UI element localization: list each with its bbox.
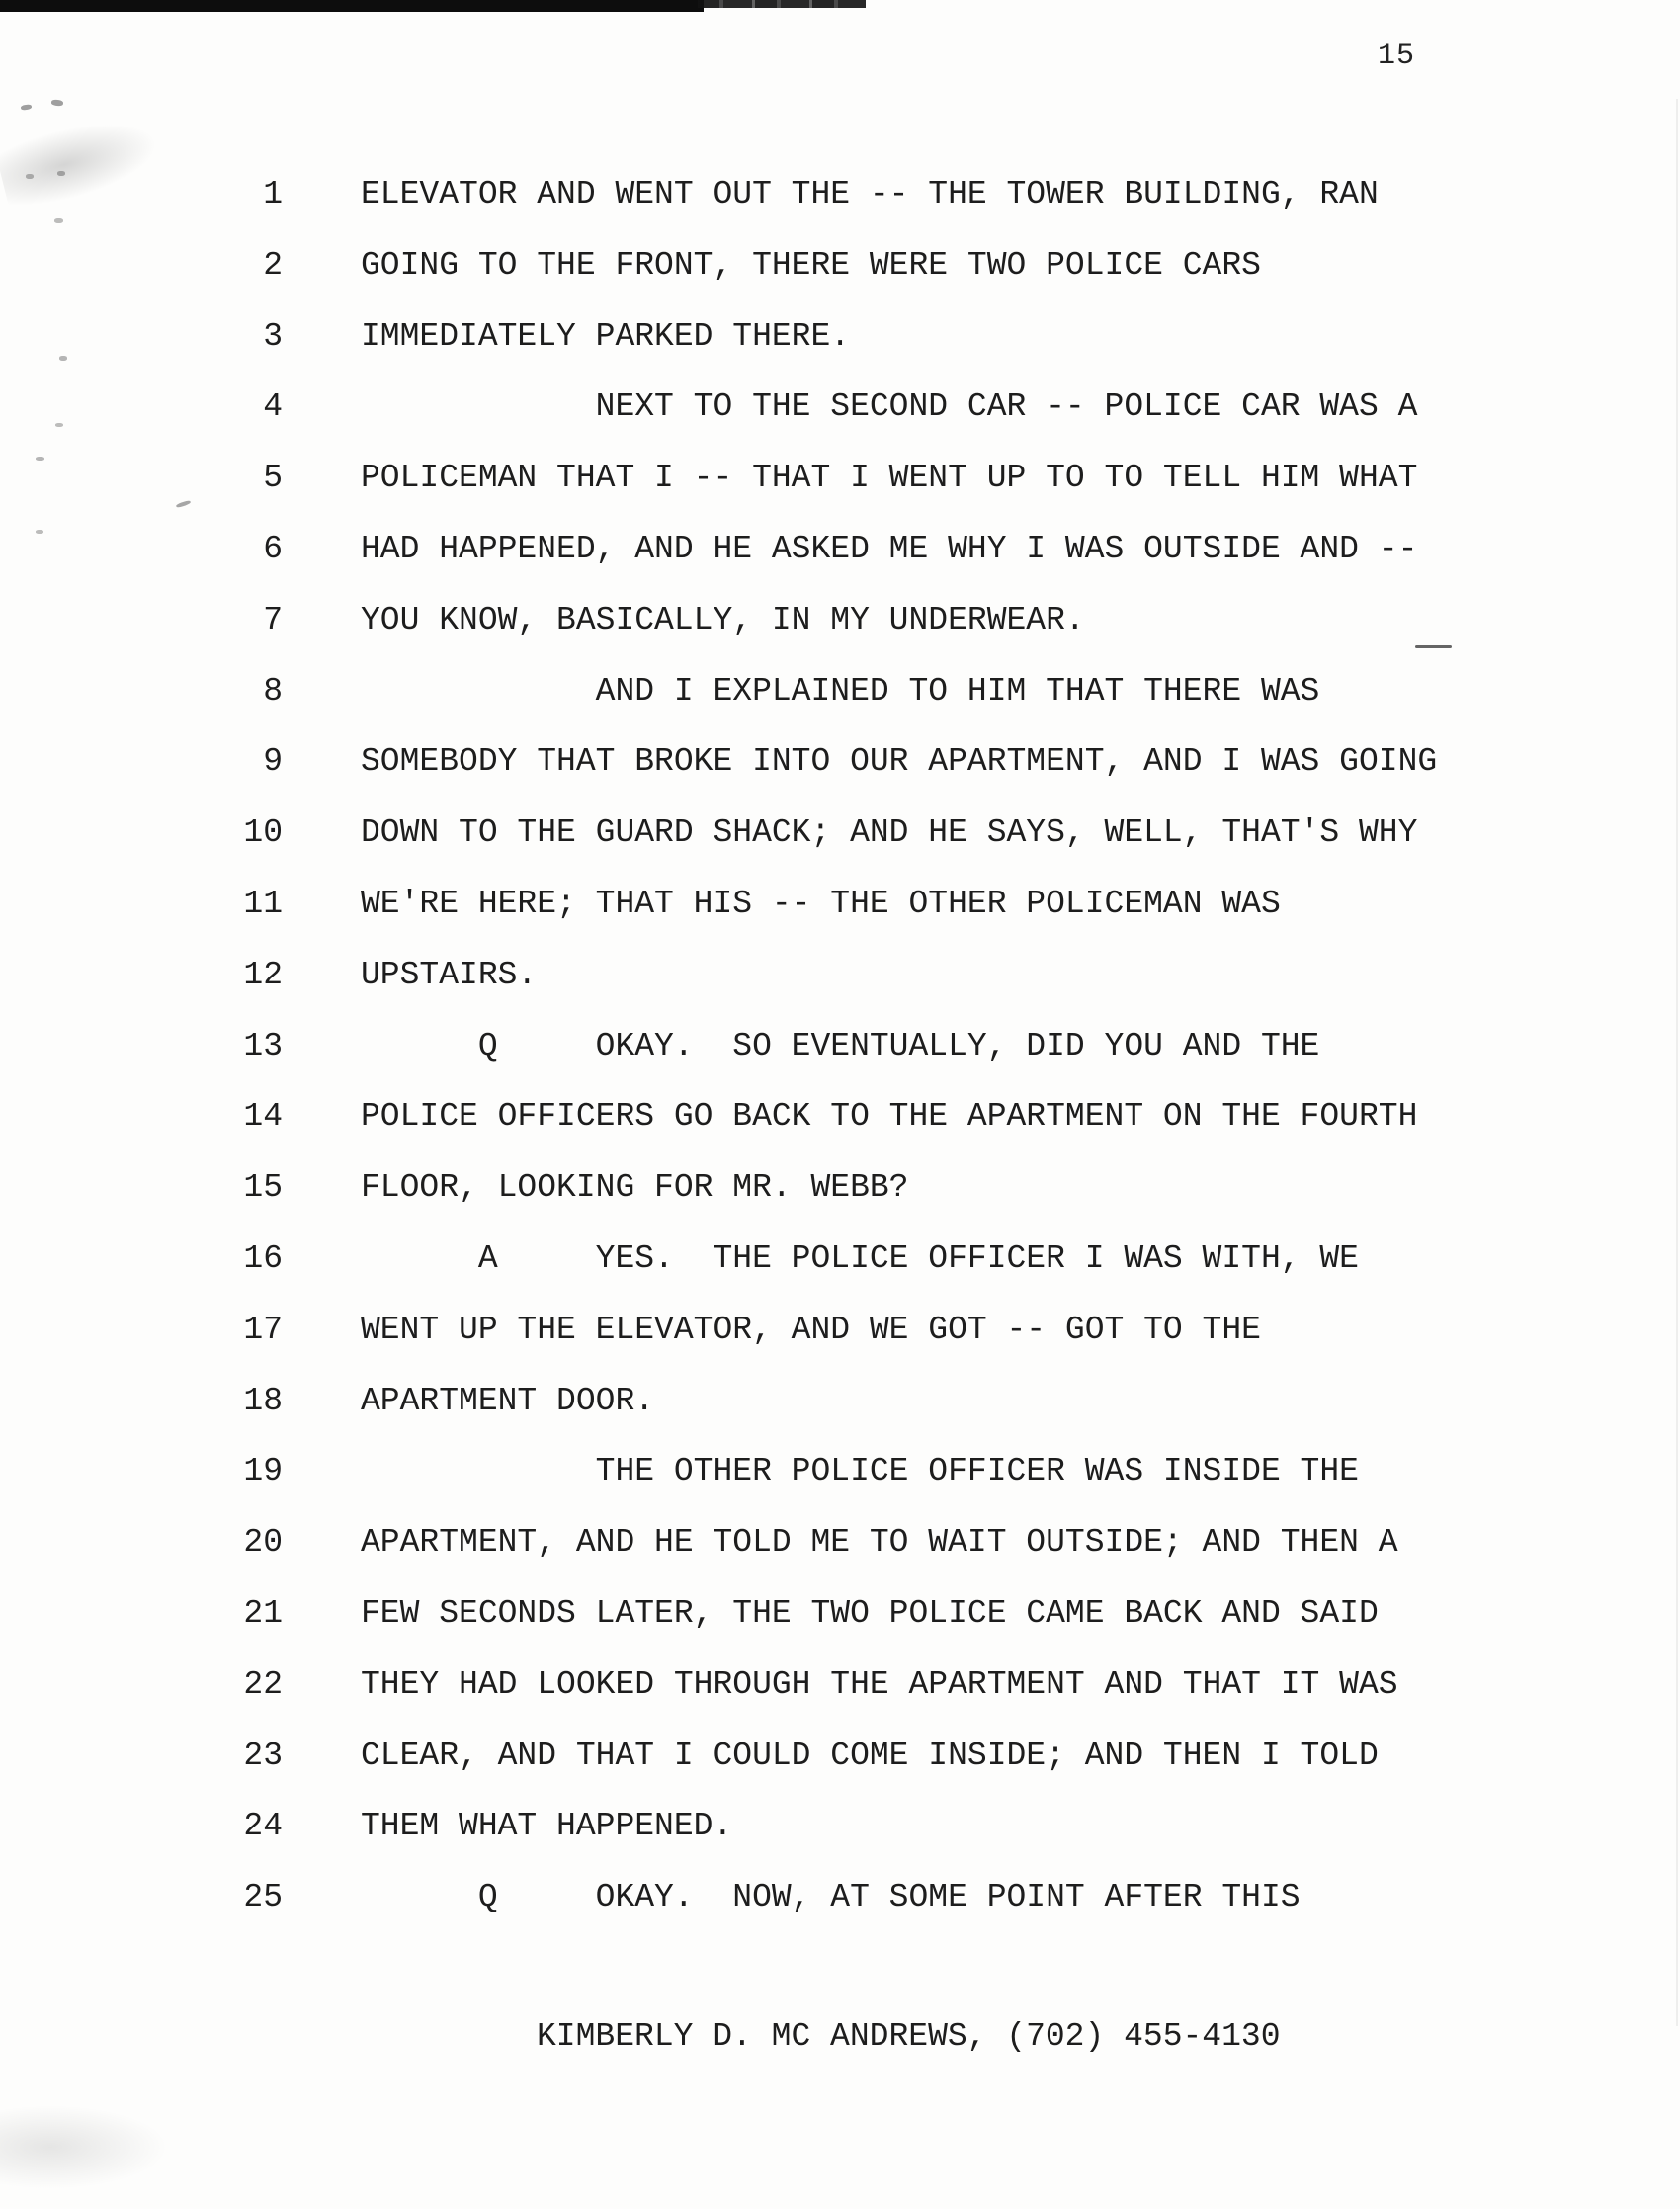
line-text: HAD HAPPENED, AND HE ASKED ME WHY I WAS OUTSIDE AND --	[361, 530, 1418, 567]
line-number: 20	[243, 1524, 283, 1562]
line-text: WENT UP THE ELEVATOR, AND WE GOT -- GOT TO THE	[361, 1311, 1261, 1348]
transcript-line	[0, 530, 1680, 604]
line-text: SOMEBODY THAT BROKE INTO OUR APARTMENT, AND I WAS GOING	[361, 743, 1438, 781]
line-number: 24	[243, 1808, 283, 1845]
transcript-line	[0, 462, 1680, 533]
line-text: AND I EXPLAINED TO HIM THAT THERE WAS	[361, 672, 1320, 710]
scan-artifact-top-bar-tail	[698, 0, 866, 8]
scan-speck	[21, 104, 33, 110]
transcript-line	[0, 1239, 1680, 1314]
line-text: POLICEMAN THAT I -- THAT I WENT UP TO TO TELL HIM WHAT	[361, 460, 1418, 497]
line-text: APARTMENT DOOR.	[361, 1382, 655, 1419]
line-number: 13	[243, 1027, 283, 1064]
line-text: Q OKAY. NOW, AT SOME POINT AFTER THIS	[361, 1879, 1301, 1916]
line-number: 25	[243, 1879, 283, 1916]
scan-speck	[57, 171, 65, 176]
line-number: 4	[263, 388, 283, 426]
line-text: WE'RE HERE; THAT HIS -- THE OTHER POLICEMAN WAS	[361, 885, 1281, 922]
transcript-line	[0, 1455, 1680, 1526]
transcript-line	[0, 1594, 1680, 1668]
transcript-line	[0, 1881, 1680, 1952]
transcript-line	[0, 1382, 1680, 1456]
transcript-line	[0, 1100, 1680, 1171]
line-text: THE OTHER POLICE OFFICER WAS INSIDE THE	[361, 1453, 1359, 1490]
line-text: UPSTAIRS.	[361, 956, 538, 993]
line-text: GOING TO THE FRONT, THERE WERE TWO POLICE CARS	[361, 246, 1261, 284]
page-number: 15	[1378, 40, 1416, 73]
transcript-line	[0, 816, 1680, 888]
transcript-line	[0, 1526, 1680, 1597]
line-text: POLICE OFFICERS GO BACK TO THE APARTMENT ON THE FOURTH	[361, 1098, 1418, 1136]
line-text: YOU KNOW, BASICALLY, IN MY UNDERWEAR.	[361, 601, 1085, 638]
line-number: 12	[243, 956, 283, 993]
transcript-line	[0, 1171, 1680, 1242]
line-text: A YES. THE POLICE OFFICER I WAS WITH, WE	[361, 1239, 1359, 1277]
scan-speck	[51, 99, 64, 106]
line-number: 5	[263, 460, 283, 497]
line-number: 3	[263, 317, 283, 355]
line-number: 22	[243, 1665, 283, 1703]
transcript-line	[0, 246, 1680, 320]
transcript-line	[0, 601, 1680, 675]
line-text: IMMEDIATELY PARKED THERE.	[361, 317, 851, 355]
line-number: 15	[243, 1169, 283, 1207]
line-number: 14	[243, 1098, 283, 1136]
transcript-line	[0, 672, 1680, 746]
line-text: NEXT TO THE SECOND CAR -- POLICE CAR WAS A	[361, 388, 1418, 426]
line-number: 11	[243, 885, 283, 922]
transcript-line	[0, 1810, 1680, 1881]
transcript-line	[0, 178, 1680, 249]
scan-artifact-top-bar	[0, 0, 704, 12]
transcript-line	[0, 317, 1680, 391]
line-number: 10	[243, 814, 283, 852]
line-number: 19	[243, 1453, 283, 1490]
transcript-line	[0, 1737, 1680, 1811]
transcript-line	[0, 390, 1680, 462]
line-number: 17	[243, 1311, 283, 1348]
transcript-body	[0, 178, 1680, 1952]
line-text: DOWN TO THE GUARD SHACK; AND HE SAYS, WELL, THAT'S WHY	[361, 814, 1418, 852]
line-number: 7	[263, 601, 283, 638]
line-number: 2	[263, 246, 283, 284]
transcript-line	[0, 1311, 1680, 1385]
line-text: FLOOR, LOOKING FOR MR. WEBB?	[361, 1169, 909, 1207]
line-number: 21	[243, 1594, 283, 1632]
transcript-line	[0, 885, 1680, 959]
line-number: 23	[243, 1737, 283, 1774]
line-number: 6	[263, 530, 283, 567]
line-text: CLEAR, AND THAT I COULD COME INSIDE; AND THEN I TOLD	[361, 1737, 1379, 1774]
line-number: 1	[263, 176, 283, 212]
line-text: FEW SECONDS LATER, THE TWO POLICE CAME BACK AND SAID	[361, 1594, 1379, 1632]
transcript-line	[0, 1027, 1680, 1101]
transcript-line	[0, 956, 1680, 1030]
line-text: THEM WHAT HAPPENED.	[361, 1808, 733, 1845]
line-number: 18	[243, 1382, 283, 1419]
line-number: 8	[263, 672, 283, 710]
scan-edge-line	[1676, 99, 1678, 2026]
scan-smudge-bottom-left	[0, 2105, 168, 2189]
line-text: THEY HAD LOOKED THROUGH THE APARTMENT AND THAT IT WAS	[361, 1665, 1398, 1703]
line-text: ELEVATOR AND WENT OUT THE -- THE TOWER BUILDING, RAN	[361, 176, 1379, 212]
line-number: 9	[263, 743, 283, 781]
reporter-footer: KIMBERLY D. MC ANDREWS, (702) 455-4130	[537, 2018, 1281, 2055]
transcript-line	[0, 1665, 1680, 1740]
line-text: APARTMENT, AND HE TOLD ME TO WAIT OUTSIDE; AND THEN A	[361, 1524, 1398, 1562]
transcript-line	[0, 745, 1680, 816]
line-text: Q OKAY. SO EVENTUALLY, DID YOU AND THE	[361, 1027, 1320, 1064]
scan-artifact-dash	[1415, 645, 1452, 648]
line-number: 16	[243, 1239, 283, 1277]
